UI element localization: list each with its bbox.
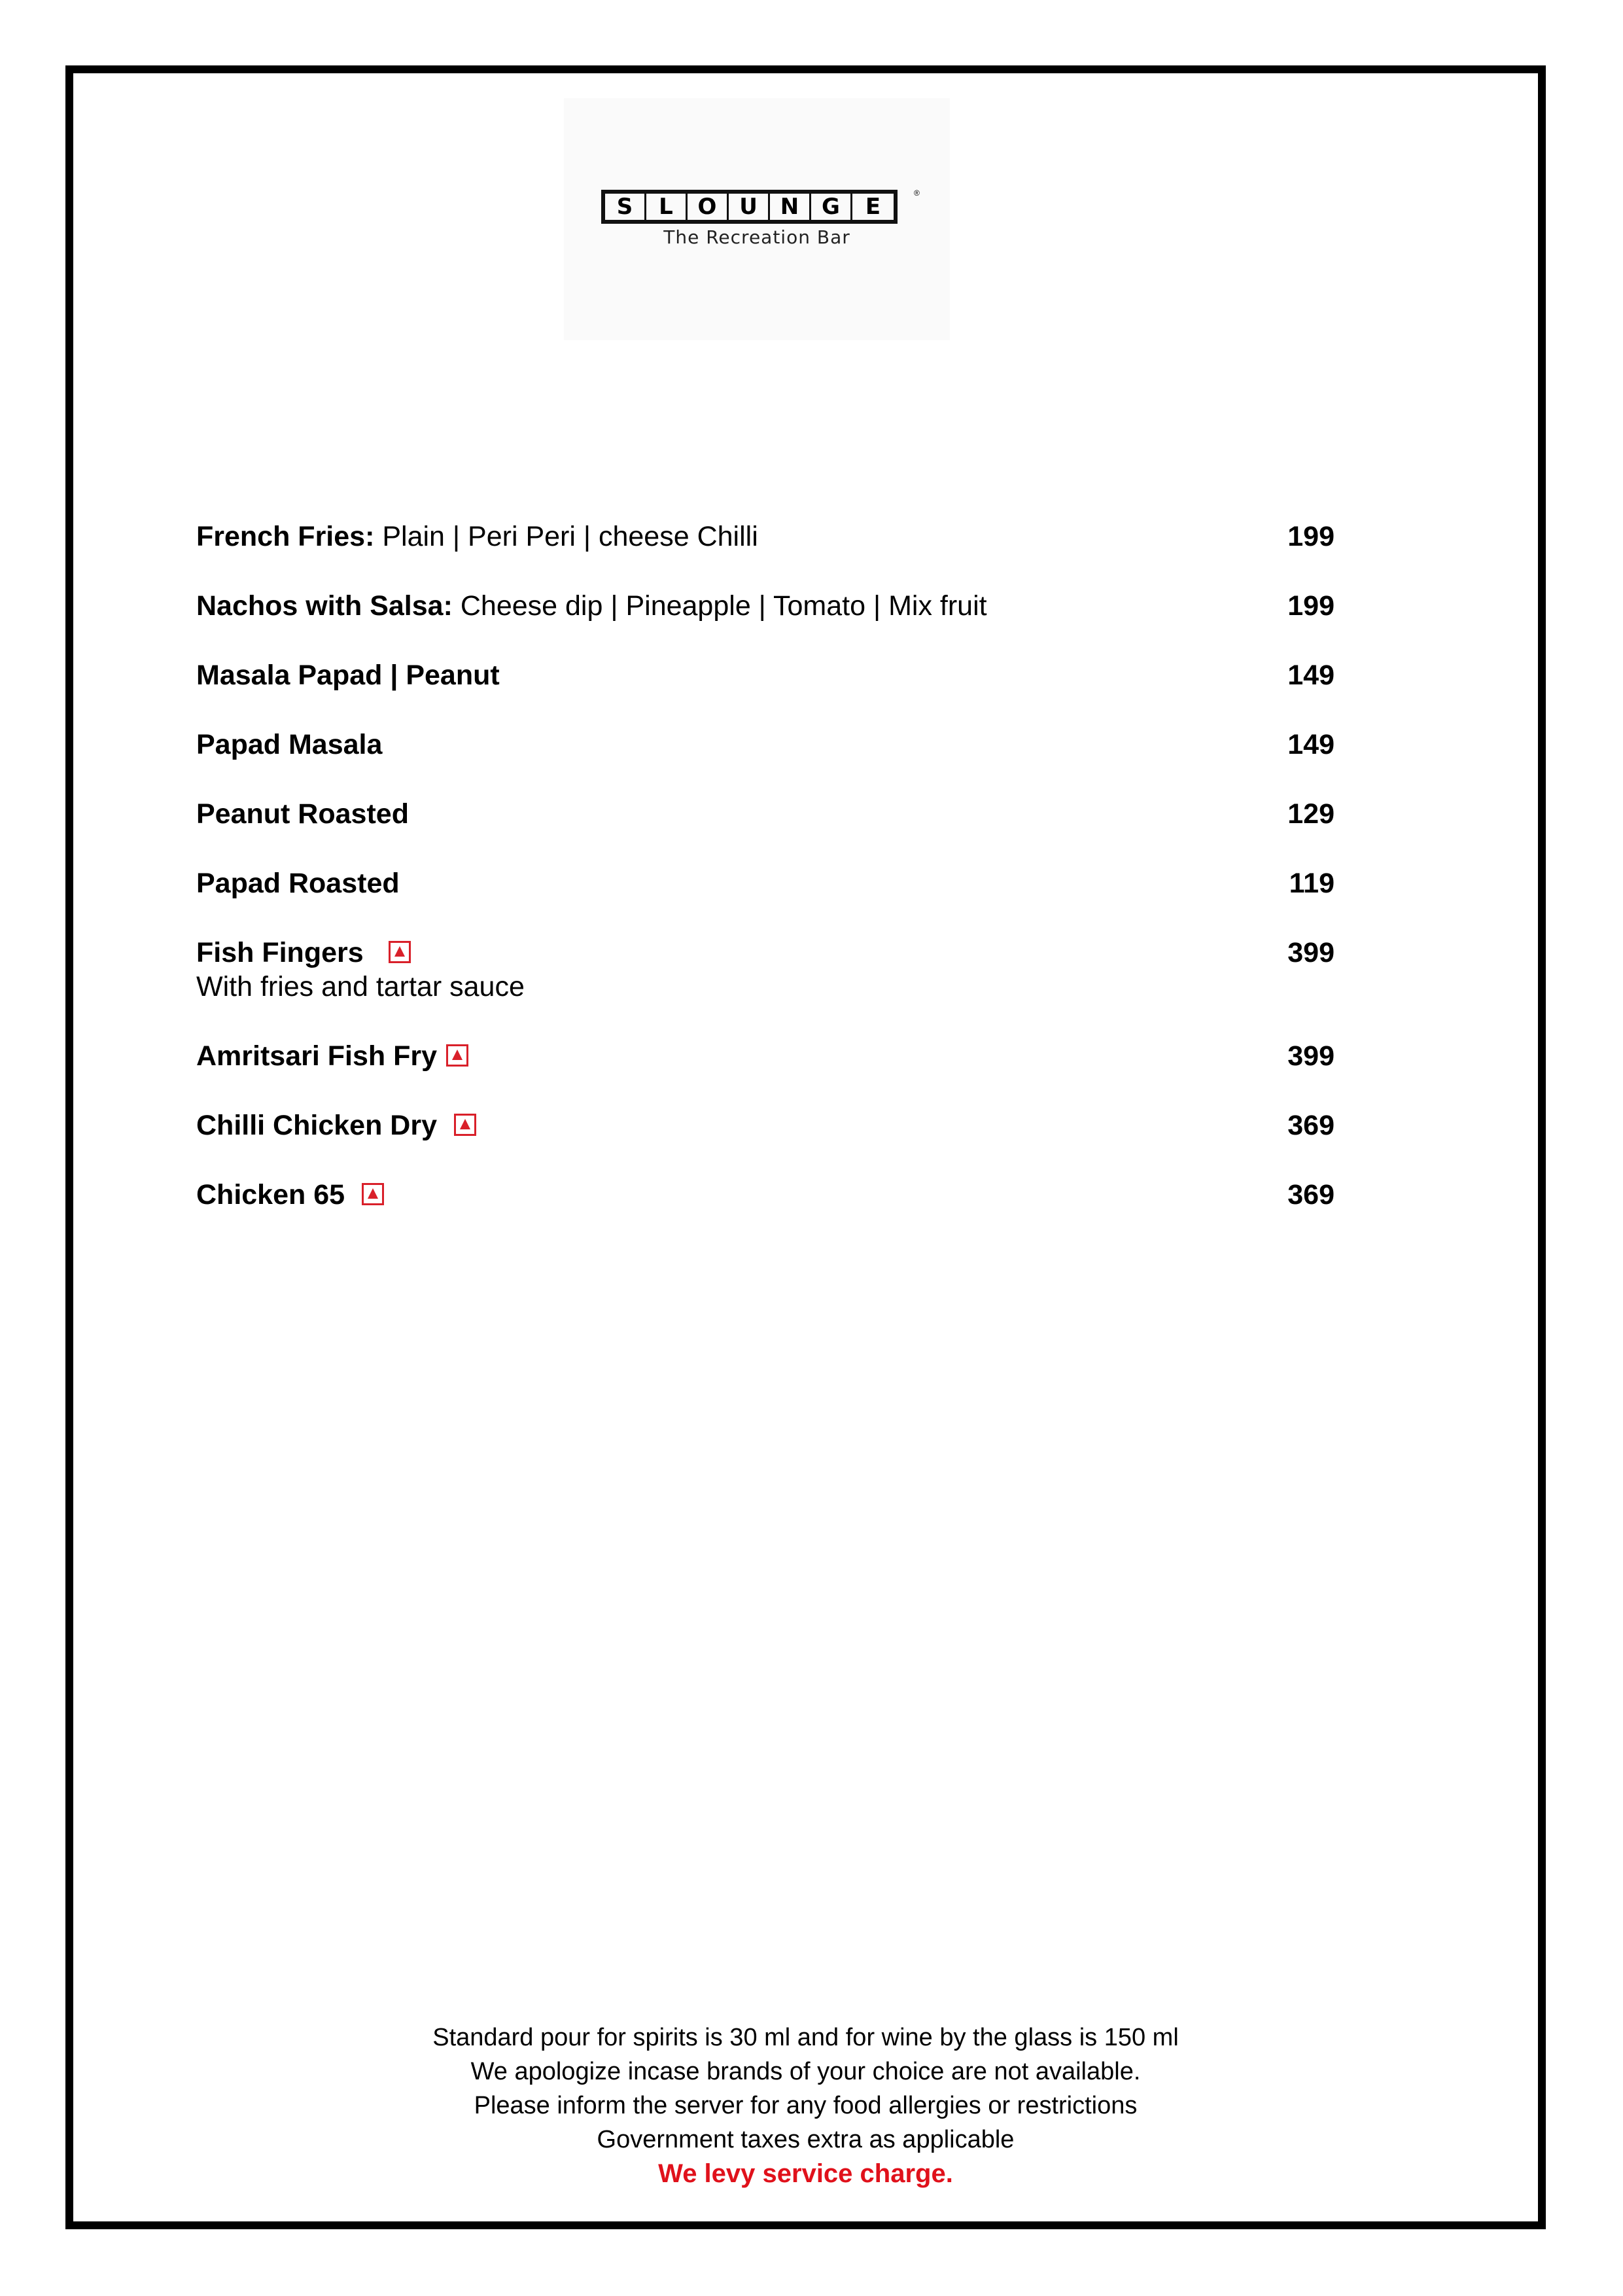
item-price: 129: [1287, 798, 1335, 830]
menu-item: [196, 517, 1335, 556]
logo: [564, 98, 950, 340]
item-name: Chilli Chicken Dry: [196, 1110, 437, 1141]
logo-letter: L: [646, 194, 688, 220]
item-name: Chicken 65: [196, 1179, 345, 1210]
item-price: 149: [1287, 729, 1335, 760]
menu-item: [196, 794, 1335, 834]
page-border: [65, 65, 1546, 2229]
item-price: 369: [1287, 1179, 1335, 1210]
non-veg-marker-icon: [454, 1114, 476, 1136]
logo-letter: N: [770, 194, 811, 220]
non-veg-marker-icon: [389, 941, 411, 963]
footer-note: Government taxes extra as applicable: [597, 2126, 1015, 2153]
registered-mark: ®: [914, 188, 920, 198]
menu-item: [196, 656, 1335, 695]
item-name: Papad Roasted: [196, 868, 400, 899]
item-name: Amritsari Fish Fry: [196, 1040, 437, 1072]
item-name: Fish Fingers: [196, 937, 364, 968]
logo-letter: S: [605, 194, 646, 220]
logo-letter: U: [729, 194, 770, 220]
menu-item: [196, 864, 1335, 903]
item-options: Plain | Peri Peri | cheese Chilli: [374, 521, 758, 552]
item-price: 369: [1287, 1110, 1335, 1141]
menu-item: [196, 1106, 1335, 1145]
item-name: Peanut Roasted: [196, 798, 409, 830]
menu-item: [196, 725, 1335, 764]
item-price: 399: [1287, 1040, 1335, 1072]
item-name: Nachos with Salsa:: [196, 590, 453, 622]
footer-note: We apologize incase brands of your choice are not available.: [470, 2058, 1141, 2085]
item-price: 199: [1287, 590, 1335, 622]
item-name: Masala Papad | Peanut: [196, 660, 500, 691]
logo-letter: E: [865, 194, 881, 220]
menu-item: [196, 1036, 1335, 1076]
item-options: Cheese dip | Pineapple | Tomato | Mix fruit: [452, 590, 987, 622]
menu-item: [196, 586, 1335, 626]
logo-tagline: The Recreation Bar: [663, 226, 850, 248]
item-price: 149: [1287, 660, 1335, 691]
item-price: 119: [1289, 868, 1335, 899]
item-description: With fries and tartar sauce: [196, 971, 525, 1002]
item-price: 199: [1287, 521, 1335, 552]
menu-item: [196, 933, 1335, 1002]
footer-note: Please inform the server for any food allergies or restrictions: [474, 2092, 1138, 2119]
item-name: French Fries:: [196, 521, 375, 552]
service-charge-note: We levy service charge.: [658, 2159, 953, 2188]
logo-letter: G: [811, 194, 852, 220]
menu-item: [196, 1175, 1335, 1214]
non-veg-marker-icon: [446, 1044, 468, 1067]
logo-wordmark: [601, 190, 898, 224]
non-veg-marker-icon: [362, 1183, 384, 1205]
item-name: Papad Masala: [196, 729, 383, 760]
footer-notes: [65, 2021, 1546, 2191]
item-price: 399: [1287, 937, 1335, 968]
footer-note: Standard pour for spirits is 30 ml and for wine by the glass is 150 ml: [432, 2024, 1179, 2051]
logo-letter: O: [688, 194, 729, 220]
